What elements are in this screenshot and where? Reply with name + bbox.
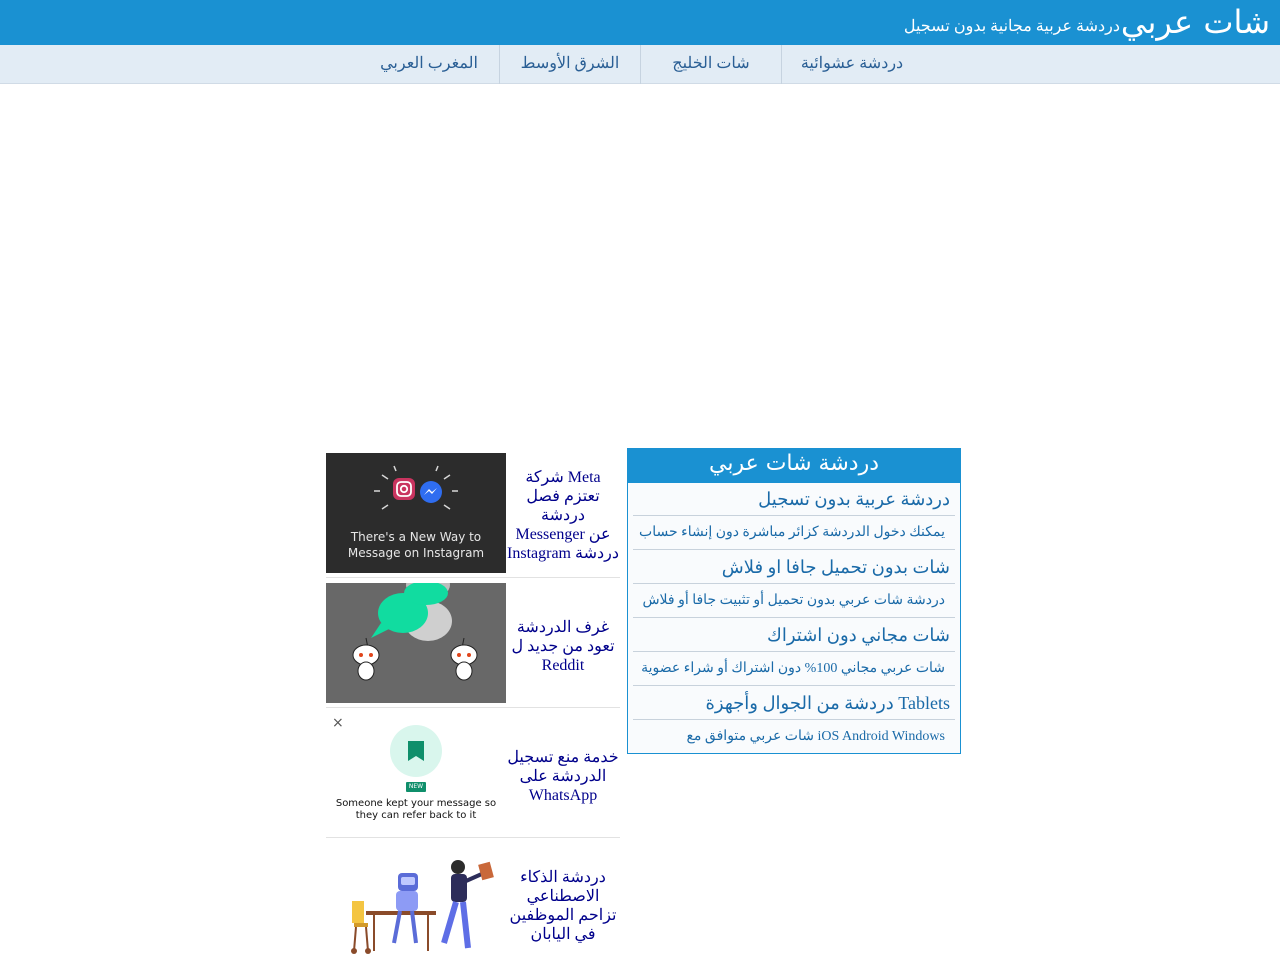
site-title[interactable]: شات عربي: [1120, 3, 1270, 41]
divider: [633, 719, 955, 720]
nav-item-maghreb[interactable]: المغرب العربي: [380, 55, 478, 72]
nav-divider: [781, 45, 782, 84]
article-thumbnail[interactable]: [326, 713, 506, 833]
divider: [633, 685, 955, 686]
feature-desc-no-registration: يمكنك دخول الدردشة كزائر مباشرة دون إنشاء حساب: [639, 525, 945, 540]
divider: [326, 707, 620, 708]
divider: [633, 617, 955, 618]
article-item[interactable]: [326, 843, 620, 960]
divider: [326, 837, 620, 838]
divider: [326, 577, 620, 578]
feature-desc-mobile: شات عربي متوافق مع iOS Android Windows: [686, 729, 945, 744]
thumbnail-caption: Someone kept your message so they can refer back to it: [335, 798, 497, 821]
divider: [633, 515, 955, 516]
feature-desc-no-java: دردشة شات عربي بدون تحميل أو تثبيت جافا أو فلاش: [642, 593, 945, 608]
article-thumbnail[interactable]: [326, 583, 506, 703]
nav-item-random-chat[interactable]: دردشة عشوائية: [800, 55, 904, 72]
divider: [633, 549, 955, 550]
article-title[interactable]: غرف الدردشة تعود من جديد ل Reddit: [511, 619, 615, 674]
nav-item-middle-east[interactable]: الشرق الأوسط: [520, 55, 620, 72]
article-title[interactable]: شركة Meta تعتزم فصل دردشة Messenger عن Instagram دردشة: [507, 469, 619, 562]
article-title[interactable]: خدمة منع تسجيل الدردشة على WhatsApp: [507, 749, 619, 804]
article-item[interactable]: [326, 583, 620, 703]
article-item[interactable]: [326, 713, 620, 833]
feature-heading-mobile[interactable]: دردشة من الجوال وأجهزة Tablets: [705, 693, 950, 713]
article-item[interactable]: [326, 453, 620, 573]
features-box: [627, 448, 961, 754]
feature-heading-free[interactable]: شات مجاني دون اشتراك: [767, 625, 950, 645]
thumbnail-caption: There's a New Way to Message on Instagram: [347, 530, 485, 560]
close-icon[interactable]: ×: [332, 715, 344, 731]
features-box-title: دردشة شات عربي: [628, 449, 960, 483]
nav-divider: [640, 45, 641, 84]
new-badge: NEW: [408, 783, 424, 790]
reddit-chat-image: [326, 583, 506, 703]
main-nav: [0, 45, 1280, 84]
nav-item-gulf-chat[interactable]: شات الخليج: [672, 55, 750, 72]
feature-heading-no-java[interactable]: شات بدون تحميل جافا او فلاش: [721, 557, 950, 577]
site-header: [0, 0, 1280, 45]
feature-desc-free: شات عربي مجاني 100% دون اشتراك أو شراء عضوية: [641, 661, 945, 676]
feature-heading-no-registration[interactable]: دردشة عربية بدون تسجيل: [758, 489, 950, 509]
divider: [633, 583, 955, 584]
divider: [633, 651, 955, 652]
ai-robot-office-image: [326, 843, 506, 960]
site-tagline: دردشة عربية مجانية بدون تسجيل: [903, 18, 1120, 35]
nav-divider: [499, 45, 500, 84]
article-thumbnail[interactable]: [326, 843, 506, 960]
article-title[interactable]: دردشة الذكاء الاصطناعي تزاحم الموظفين في اليابان: [509, 869, 617, 943]
article-thumbnail[interactable]: [326, 453, 506, 573]
